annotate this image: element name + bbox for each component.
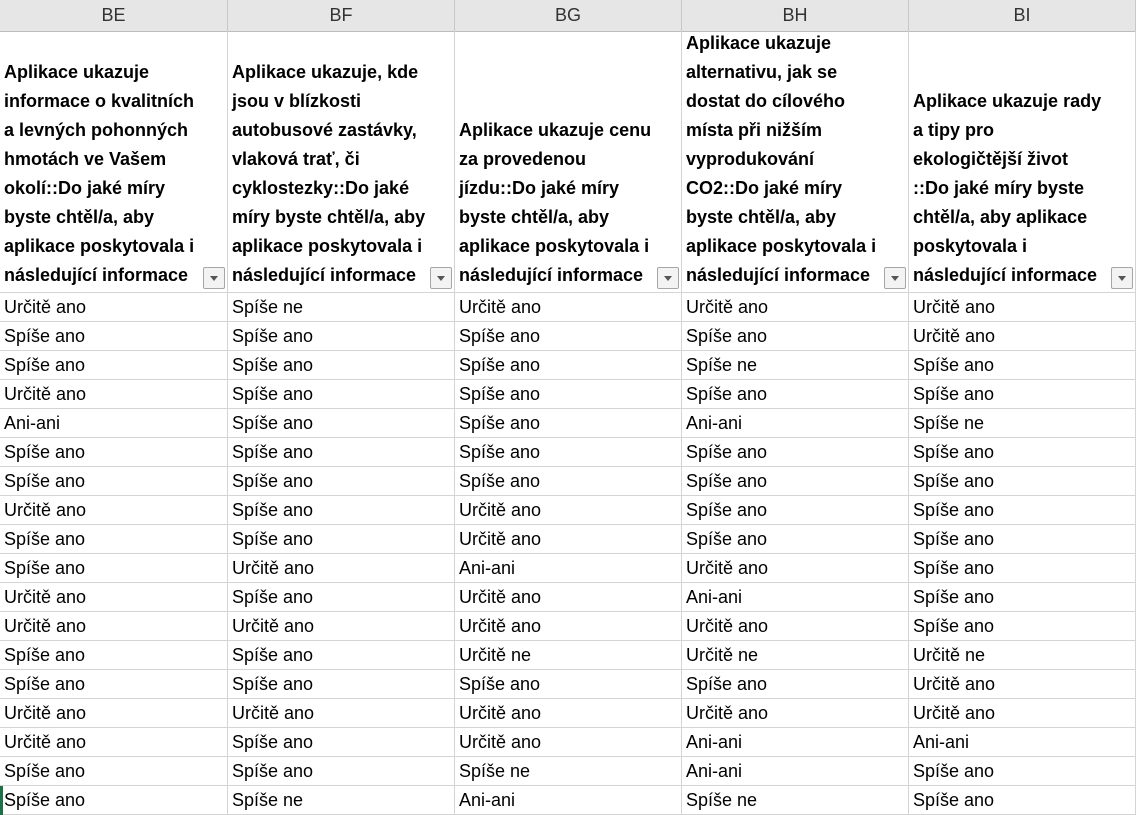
header-cell-be[interactable] — [0, 31, 228, 292]
filter-dropdown-icon[interactable] — [430, 267, 452, 289]
table-cell[interactable]: Spíše ano — [455, 351, 682, 379]
table-cell[interactable]: Spíše ne — [682, 351, 909, 379]
table-cell[interactable]: Určitě ano — [909, 670, 1136, 698]
table-cell[interactable]: Spíše ano — [909, 351, 1136, 379]
table-cell[interactable]: Spíše ano — [909, 380, 1136, 408]
table-cell[interactable]: Určitě ano — [0, 728, 228, 756]
table-cell[interactable]: Spíše ano — [228, 380, 455, 408]
table-cell[interactable]: Spíše ano — [909, 467, 1136, 495]
table-cell[interactable]: Ani-ani — [682, 583, 909, 611]
table-cell[interactable]: Spíše ano — [0, 438, 228, 466]
table-cell[interactable]: Určitě ano — [0, 293, 228, 321]
table-row — [0, 525, 1136, 554]
table-cell[interactable]: Spíše ano — [682, 670, 909, 698]
table-cell[interactable]: Spíše ano — [0, 786, 228, 814]
table-cell[interactable]: Spíše ano — [455, 409, 682, 437]
table-cell[interactable]: Spíše ano — [909, 496, 1136, 524]
table-cell[interactable]: Určitě ne — [909, 641, 1136, 669]
table-cell[interactable]: Spíše ne — [228, 786, 455, 814]
table-cell[interactable]: Spíše ano — [228, 583, 455, 611]
header-cell-bf[interactable] — [228, 31, 455, 292]
table-cell[interactable]: Spíše ano — [0, 467, 228, 495]
table-cell[interactable]: Spíše ne — [228, 293, 455, 321]
table-cell[interactable]: Spíše ano — [909, 554, 1136, 582]
table-cell[interactable]: Spíše ano — [0, 554, 228, 582]
header-cell-bh[interactable] — [682, 31, 909, 292]
table-row — [0, 554, 1136, 583]
table-cell[interactable]: Spíše ano — [909, 525, 1136, 553]
active-cell-indicator — [0, 786, 3, 815]
table-cell[interactable]: Určitě ano — [455, 583, 682, 611]
table-row — [0, 293, 1136, 322]
table-cell[interactable]: Spíše ano — [228, 496, 455, 524]
header-row — [0, 31, 1136, 293]
table-cell[interactable]: Spíše ne — [455, 757, 682, 785]
table-cell[interactable]: Ani-ani — [455, 554, 682, 582]
table-cell[interactable]: Spíše ano — [682, 438, 909, 466]
table-cell[interactable]: Určitě ano — [682, 612, 909, 640]
table-cell[interactable]: Spíše ano — [228, 757, 455, 785]
table-row — [0, 728, 1136, 757]
table-cell[interactable]: Určitě ano — [0, 583, 228, 611]
data-rows — [0, 293, 1136, 815]
table-cell[interactable]: Určitě ano — [909, 699, 1136, 727]
table-cell[interactable]: Spíše ano — [228, 438, 455, 466]
table-cell[interactable]: Spíše ano — [0, 351, 228, 379]
table-cell[interactable]: Spíše ano — [909, 786, 1136, 814]
table-row — [0, 351, 1136, 380]
table-cell[interactable]: Spíše ano — [0, 670, 228, 698]
table-cell[interactable]: Spíše ano — [0, 525, 228, 553]
table-cell[interactable]: Spíše ano — [682, 322, 909, 350]
header-cell-bi[interactable] — [909, 31, 1136, 292]
table-cell[interactable]: Ani-ani — [455, 786, 682, 814]
table-cell[interactable]: Určitě ano — [682, 554, 909, 582]
header-text: Aplikace ukazuje alternativu, jak se dostat do cílového místa při nižším vyprodukování CO2::Do jaké míry byste chtěl/a, aby aplikace poskytovala i následující informace — [686, 33, 877, 285]
table-cell[interactable]: Určitě ano — [0, 496, 228, 524]
table-cell[interactable]: Spíše ne — [909, 409, 1136, 437]
table-cell[interactable]: Určitě ano — [455, 612, 682, 640]
table-row — [0, 670, 1136, 699]
table-cell[interactable]: Určitě ne — [682, 641, 909, 669]
table-cell[interactable]: Spíše ano — [682, 467, 909, 495]
table-row — [0, 496, 1136, 525]
table-cell[interactable]: Spíše ano — [909, 757, 1136, 785]
table-cell[interactable]: Spíše ano — [455, 438, 682, 466]
table-cell[interactable]: Určitě ano — [682, 293, 909, 321]
filter-dropdown-icon[interactable] — [884, 267, 906, 289]
table-cell[interactable]: Určitě ne — [455, 641, 682, 669]
header-text: Aplikace ukazuje cenu za provedenou jízdu::Do jaké míry byste chtěl/a, aby aplikace poskytovala i následující informace — [459, 120, 652, 285]
table-cell[interactable]: Určitě ano — [455, 728, 682, 756]
table-row — [0, 409, 1136, 438]
column-letter-be[interactable]: BE — [0, 0, 228, 31]
table-cell[interactable]: Spíše ano — [455, 670, 682, 698]
filter-dropdown-icon[interactable] — [657, 267, 679, 289]
table-row — [0, 438, 1136, 467]
table-cell[interactable]: Určitě ano — [455, 525, 682, 553]
table-cell[interactable]: Spíše ano — [455, 380, 682, 408]
table-cell[interactable]: Spíše ne — [682, 786, 909, 814]
table-row — [0, 699, 1136, 728]
column-letter-bar — [0, 0, 1136, 32]
table-cell[interactable]: Spíše ano — [909, 583, 1136, 611]
table-cell[interactable]: Spíše ano — [455, 467, 682, 495]
table-cell[interactable]: Určitě ano — [909, 322, 1136, 350]
table-cell[interactable]: Spíše ano — [228, 670, 455, 698]
table-cell[interactable]: Určitě ano — [0, 699, 228, 727]
column-letter-bi[interactable]: BI — [909, 0, 1136, 31]
table-cell[interactable]: Spíše ano — [228, 322, 455, 350]
table-cell[interactable]: Určitě ano — [228, 612, 455, 640]
table-cell[interactable]: Spíše ano — [909, 612, 1136, 640]
table-cell[interactable]: Určitě ano — [0, 612, 228, 640]
table-cell[interactable]: Spíše ano — [228, 525, 455, 553]
table-cell[interactable]: Ani-ani — [909, 728, 1136, 756]
column-letter-bh[interactable]: BH — [682, 0, 909, 31]
table-cell[interactable]: Spíše ano — [0, 322, 228, 350]
column-letter-bg[interactable]: BG — [455, 0, 682, 31]
table-cell[interactable]: Ani-ani — [0, 409, 228, 437]
table-cell[interactable]: Určitě ano — [0, 380, 228, 408]
table-row — [0, 757, 1136, 786]
table-cell[interactable]: Spíše ano — [228, 351, 455, 379]
table-cell[interactable]: Určitě ano — [455, 293, 682, 321]
header-text: Aplikace ukazuje rady a tipy pro ekologičtější život ::Do jaké míry byste chtěl/a, aby aplikace poskytovala i následující informace — [913, 91, 1102, 285]
table-cell[interactable]: Určitě ano — [455, 496, 682, 524]
table-cell[interactable]: Určitě ano — [228, 699, 455, 727]
table-cell[interactable]: Spíše ano — [682, 496, 909, 524]
table-cell[interactable]: Ani-ani — [682, 757, 909, 785]
table-row — [0, 641, 1136, 670]
table-cell[interactable]: Určitě ano — [455, 699, 682, 727]
table-row — [0, 786, 1136, 815]
table-cell[interactable]: Ani-ani — [682, 409, 909, 437]
table-cell[interactable]: Určitě ano — [228, 554, 455, 582]
table-cell[interactable]: Spíše ano — [228, 409, 455, 437]
table-cell[interactable]: Spíše ano — [909, 438, 1136, 466]
table-row — [0, 583, 1136, 612]
header-text: Aplikace ukazuje, kde jsou v blízkosti autobusové zastávky, vlaková trať, či cyklostezky::Do jaké míry byste chtěl/a, aby aplikace poskytovala i následující informace — [232, 62, 426, 285]
filter-dropdown-icon[interactable] — [1111, 267, 1133, 289]
table-cell[interactable]: Spíše ano — [455, 322, 682, 350]
table-cell[interactable]: Spíše ano — [682, 380, 909, 408]
table-cell[interactable]: Spíše ano — [0, 757, 228, 785]
table-cell[interactable]: Spíše ano — [228, 641, 455, 669]
table-row — [0, 380, 1136, 409]
header-cell-bg[interactable] — [455, 31, 682, 292]
column-letter-bf[interactable]: BF — [228, 0, 455, 31]
table-row — [0, 467, 1136, 496]
table-cell[interactable]: Určitě ano — [682, 699, 909, 727]
table-cell[interactable]: Ani-ani — [682, 728, 909, 756]
table-cell[interactable]: Spíše ano — [682, 525, 909, 553]
table-row — [0, 322, 1136, 351]
table-cell[interactable]: Spíše ano — [228, 467, 455, 495]
table-cell[interactable]: Spíše ano — [228, 728, 455, 756]
filter-dropdown-icon[interactable] — [203, 267, 225, 289]
header-text: Aplikace ukazuje informace o kvalitních a levných pohonných hmotách ve Vašem okolí::Do jaké míry byste chtěl/a, aby aplikace poskytovala i následující informace — [4, 62, 195, 285]
table-row — [0, 612, 1136, 641]
table-cell[interactable]: Určitě ano — [909, 293, 1136, 321]
table-cell[interactable]: Spíše ano — [0, 641, 228, 669]
